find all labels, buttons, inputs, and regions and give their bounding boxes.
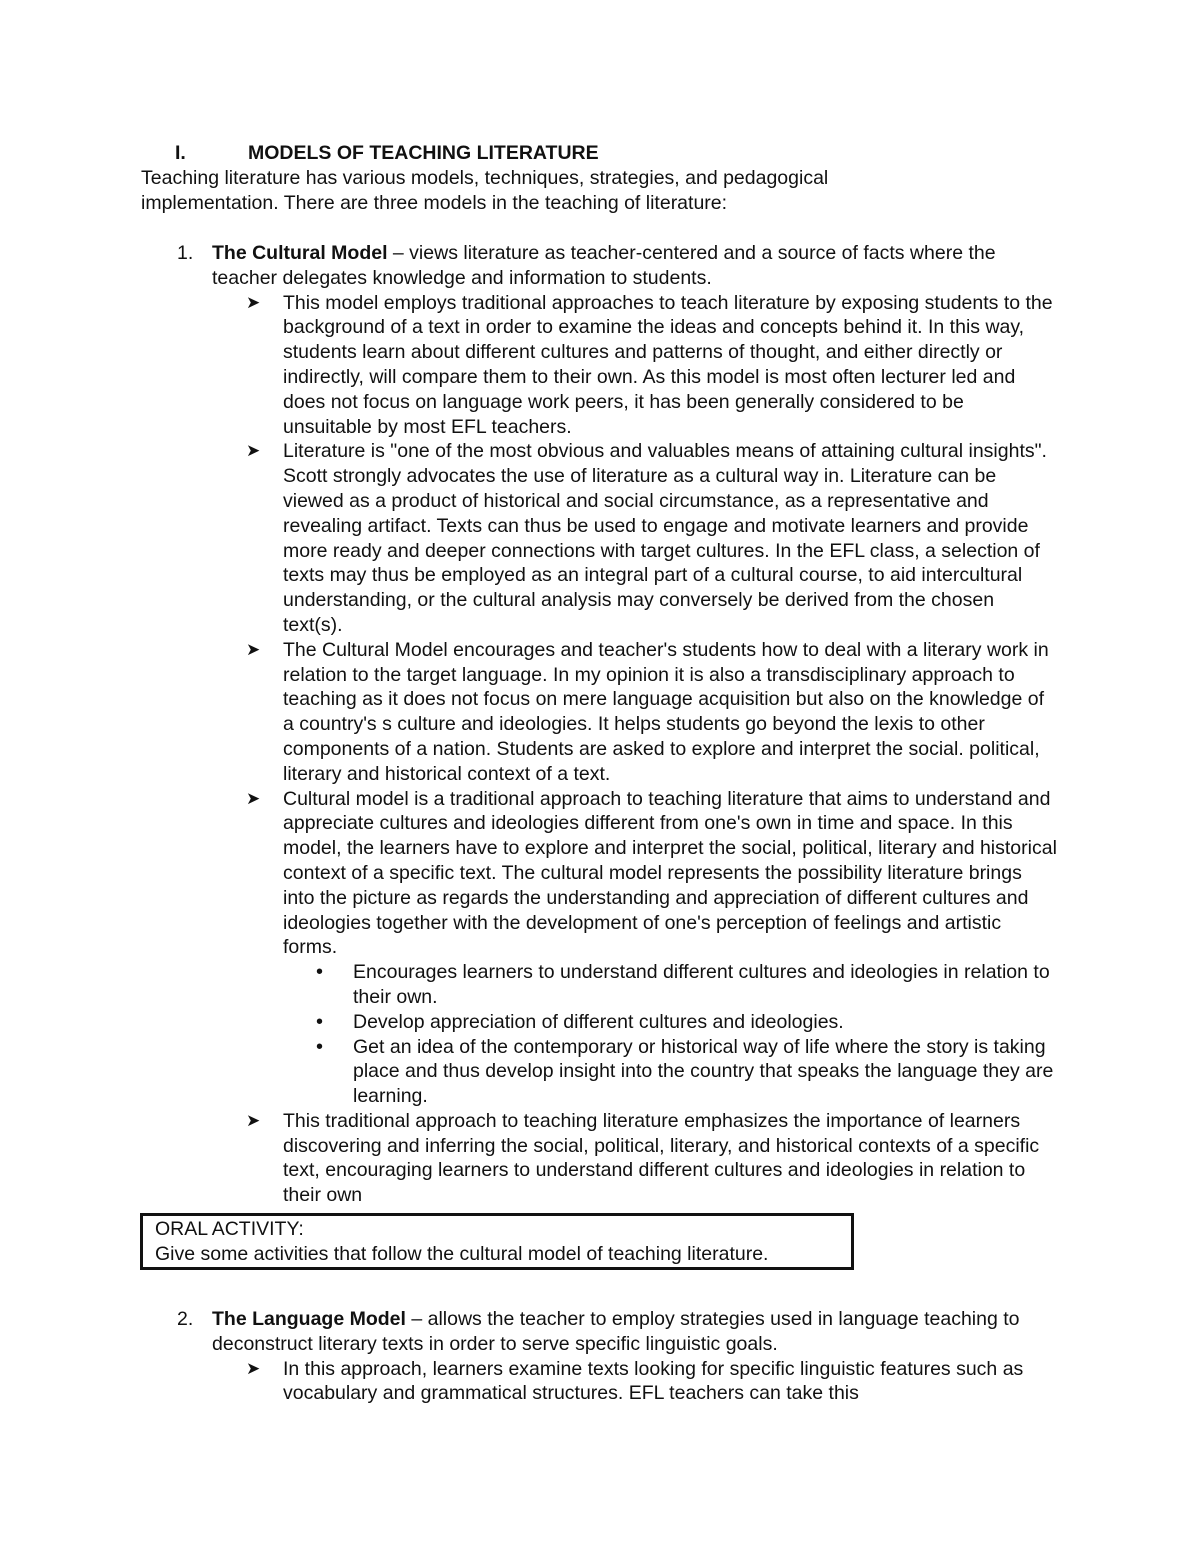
list-item: [0, 291, 1058, 440]
model-heading: [0, 1307, 1057, 1357]
sub-bullet-list: [0, 960, 1200, 1109]
model-language: [0, 1307, 1200, 1406]
model-name: The Cultural Model: [212, 242, 388, 264]
list-item: [0, 439, 1058, 637]
list-item-text: Literature is "one of the most obvious and valuables means of attaining cultural insights". Scott strongly advocates the use of literature as a cultural way in. Literature can be viewed as a product of historical and social circumstance, as a representative and revealing artifact. Texts can thus be used to engage and motivate learners and provide more ready and deeper connections with target cultures. In the EFL class, a selection of texts may thus be employed as an integral part of a cultural course, to aid intercultural understanding, or the cultural analysis may conversely be derived from the chosen text(s).: [283, 440, 1047, 636]
dot-bullet-icon: •: [316, 961, 324, 984]
list-item: [0, 1357, 1058, 1407]
arrow-bullet-icon: ➤: [246, 1358, 261, 1378]
model-heading: [0, 241, 1057, 291]
dot-bullet-icon: •: [316, 1035, 324, 1058]
oral-activity-prompt: Give some activities that follow the cultural model of teaching literature.: [155, 1242, 769, 1265]
section-numeral: I.: [175, 142, 186, 164]
arrow-bullet-icon: ➤: [246, 639, 261, 659]
list-item-text: The Cultural Model encourages and teacher's students how to deal with a literary work in relation to the target language. In my opinion it is also a transdisciplinary approach to teaching as it does not focus on mere language acquisition but also on the knowledge of a country's s culture and ideologies. It helps students go beyond the lexis to other components of a nation. Students are asked to explore and interpret the social. political, literary and historical context of a text.: [283, 638, 1049, 785]
list-item: [0, 1109, 1058, 1208]
list-item-text: Develop appreciation of different cultures and ideologies.: [353, 1010, 844, 1033]
oral-activity-box: [140, 1213, 854, 1270]
list-item-text: This traditional approach to teaching literature emphasizes the importance of learners discovering and inferring the social, political, literary, and historical contexts of a specific text, encouraging learners to understand different cultures and ideologies in relation to their own: [283, 1109, 1040, 1207]
list-item: [0, 1035, 1058, 1109]
arrow-bullet-icon: ➤: [246, 441, 261, 461]
list-item-text: This model employs traditional approaches to teach literature by exposing students to the background of a text in order to examine the ideas and concepts behind it. In this way, students learn about different cultures and patterns of thought, and either directly or indirectly, will compare them to their own. As this model is most often lecturer led and does not focus on language work peers, it has been generally considered to be unsuitable by most EFL teachers.: [283, 291, 1053, 438]
oral-activity-title: ORAL ACTIVITY:: [155, 1218, 304, 1240]
arrow-bullet-icon: ➤: [246, 1110, 261, 1130]
model-name: The Language Model: [212, 1308, 406, 1330]
model-cultural: [0, 241, 1200, 1208]
list-item-text: Encourages learners to understand different cultures and ideologies in relation to their own.: [353, 961, 1050, 1008]
arrow-bullet-icon: ➤: [246, 292, 261, 312]
section-title: MODELS OF TEACHING LITERATURE: [248, 142, 599, 164]
list-item: [0, 787, 1058, 961]
list-item-text: Cultural model is a traditional approach to teaching literature that aims to understand and appreciate cultures and ideologies different from one's own in time and space. In this model, the learners have to explore and interpret the social, political, literary and historical context of a specific text. The cultural model represents the possibility literature brings into the picture as regards the understanding and appreciation of different cultures and ideologies together with the development of one's perception of feelings and artistic forms.: [283, 787, 1057, 959]
model-number: 1.: [177, 242, 194, 264]
section-heading: [175, 141, 599, 166]
list-item: [0, 1010, 1058, 1035]
list-item-text: Get an idea of the contemporary or historical way of life where the story is taking place and thus develop insight into the country that speaks the language they are learning.: [353, 1035, 1054, 1108]
model-definition: – allows the teacher to employ strategies used in language teaching to deconstruct literary texts in order to serve specific linguistic goals.: [212, 1308, 1020, 1355]
list-item: [0, 960, 1058, 1010]
list-item-text: In this approach, learners examine texts looking for specific linguistic features such as vocabulary and grammatical structures. EFL teachers can take this: [283, 1357, 1024, 1405]
list-item: [0, 638, 1058, 787]
intro-paragraph: Teaching literature has various models, techniques, strategies, and pedagogical implementation. There are three models in the teaching of literature:: [141, 167, 829, 214]
arrow-bullet-icon: ➤: [246, 788, 261, 808]
model-definition: – views literature as teacher-centered and a source of facts where the teacher delegates knowledge and information to students.: [212, 242, 996, 289]
dot-bullet-icon: •: [316, 1010, 324, 1033]
model-number: 2.: [177, 1308, 194, 1330]
